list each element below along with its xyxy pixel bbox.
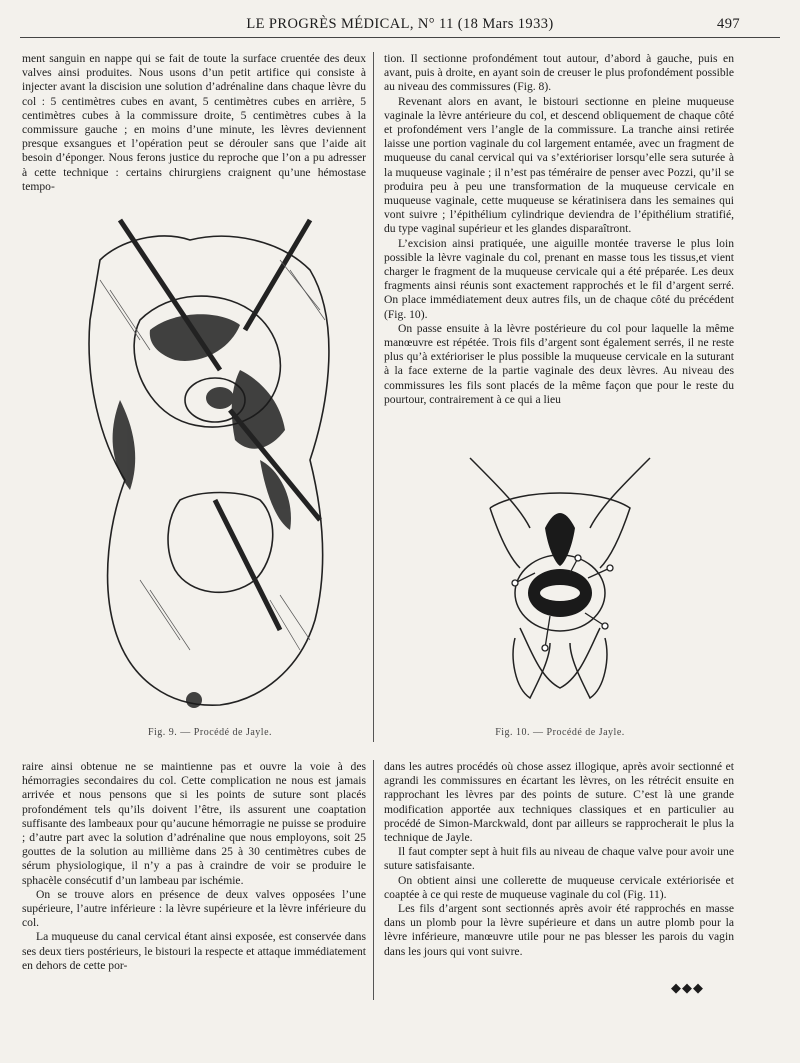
- bottom-left-column: [22, 760, 366, 973]
- page-number: 497: [717, 16, 740, 32]
- page-header: [0, 14, 800, 36]
- paragraph: tion. Il sectionne profondément tout autour, d’abord à gauche, puis en avant, puis à droite, en ayant soin de creuser le plus profondément possible au niveau des commissures (Fig. 8).: [384, 52, 734, 94]
- paragraph: On passe ensuite à la lèvre postérieure du col pour laquelle la même manœuvre est répétée. Trois fils d’argent sont également serrés, il ne reste plus qu’à extérioriser le plus possible la muqueuse cervicale en la suturant à la face externe de la partie vaginale des deux lèvres. Au niveau des commissures les fils sont placés de la même façon que pour le reste du pourtour, contrairement à ce qui a lieu: [384, 321, 734, 406]
- top-right-column: [384, 52, 734, 407]
- figure-9-caption: Fig. 9. — Procédé de Jayle.: [147, 727, 273, 738]
- column-rule-top: [373, 52, 374, 742]
- paragraph: La muqueuse du canal cervical étant ainsi exposée, est conservée dans ses deux tiers postérieurs, le bistouri la respecte et attaque immédiatement en dehors de cette por-: [22, 930, 366, 972]
- paragraph: L’excision ainsi pratiquée, une aiguille montée traverse le plus loin possible la lèvre vaginale du col, prenant en masse tous les tissus,et vient charger le fragment de la muqueuse cervicale qui a été préparée. Les deux fragments ainsi réunis sont exactement rapprochés et le fil d’argent serré. On place immédiatement deux autres fils, un de chaque côté du précédent (Fig. 10).: [384, 236, 734, 321]
- bottom-right-column: [384, 760, 734, 959]
- figure-10-caption: Fig. 10. — Procédé de Jayle.: [495, 727, 625, 738]
- running-title: LE PROGRÈS MÉDICAL, N° 11 (18 Mars 1933): [246, 16, 554, 32]
- figure-10-illustration: [460, 448, 660, 718]
- paragraph: ment sanguin en nappe qui se fait de toute la surface cruentée des deux valves ainsi produites. Nous usons d’un petit artifice qui consiste à injecter avant la discision une solution d’adrénaline dans chaque lèvre du col : 5 centimètres cubes en avant, 5 centimètres cubes en arrière, 5 centimètres cubes à la commissure droite, 5 centimètres cubes à la commissure gauche ; en moins d’une minute, les lèvres deviennent presque exsangues et l’opération peut se dérouler sans que l’aide ait besoin d’éponger. Nous ferons justice du reproche que l’on a pu adresser à cette technique : certains chirurgiens craignent qu’une hémostase tempo-: [22, 52, 366, 193]
- column-rule-bottom: [373, 760, 374, 1000]
- figure-9-illustration: [80, 200, 360, 720]
- top-left-column: [22, 52, 366, 194]
- end-ornament: ◆◆◆: [671, 980, 704, 995]
- paragraph: Il faut compter sept à huit fils au niveau de chaque valve pour avoir une suture satisfaisante.: [384, 845, 734, 873]
- paragraph: Les fils d’argent sont sectionnés après avoir été rapprochés en masse dans un plomb pour la lèvre supérieure et dans un autre plomb pour la lèvre inférieure, manœuvre utile pour ne pas blesser les parois du vagin dans les jours qui vont suivre.: [384, 902, 734, 958]
- paragraph: On obtient ainsi une collerette de muqueuse cervicale extériorisée et coaptée à ce qui reste de muqueuse vaginale du col (Fig. 11).: [384, 873, 734, 901]
- paragraph: Revenant alors en avant, le bistouri sectionne en pleine muqueuse vaginale la lèvre antérieure du col, et descend obliquement de chaque côté et profondément vers l’angle de la commissure. La tranche ainsi retirée laisse une portion vaginale du col largement entamée, avec un fragment de muqueuse du canal cervical qui va s’extérioriser lorsqu’elle sera suturée à la muqueuse vaginale ; il n’est pas téméraire de penser avec Pozzi, qu’il se produira peu à peu une transformation de la muqueuse cervicale en muqueuse vaginale, cette muqueuse se kératinisera dans les semaines qui vont suivre ; l’épithélium cylindrique deviendra de l’épithélium stratifié, du type vaginal supérieur et les glandes disparaîtront.: [384, 94, 734, 236]
- paragraph: dans les autres procédés où chose assez illogique, après avoir sectionné et agrandi les commissures en écartant les lèvres, on les rétrécit ensuite en rapprochant les lèvres par des points de suture. C’est là une grande modification apportée aux techniques classiques et en particulier au procédé de Simon-Marckwald, dont par ailleurs se rapprocherait le plus la technique de Jayle.: [384, 760, 734, 845]
- paragraph: On se trouve alors en présence de deux valves opposées l’une supérieure, l’autre inférieure : la lèvre supérieure et la lèvre inférieure du col.: [22, 887, 366, 930]
- paragraph: raire ainsi obtenue ne se maintienne pas et ouvre la voie à des hémorragies secondaires du col. Cette complication ne nous est jamais arrivée et nous pensons que si les points de suture sont placés profondément tels qu’ils doivent l’être, ils assurent une coaptation suffisante des lambeaux pour qu’aucune hémorragie ne puisse se produire ; d’autre part avec la solution d’adrénaline que nous employons, soit 25 gouttes de la solution au millième dans 25 à 30 centimètres cubes de sérum physiologique, il n’y a pas à craindre de voir se produire le sphacèle consécutif d’un lambeau par ischémie.: [22, 760, 366, 887]
- header-rule: [20, 37, 780, 38]
